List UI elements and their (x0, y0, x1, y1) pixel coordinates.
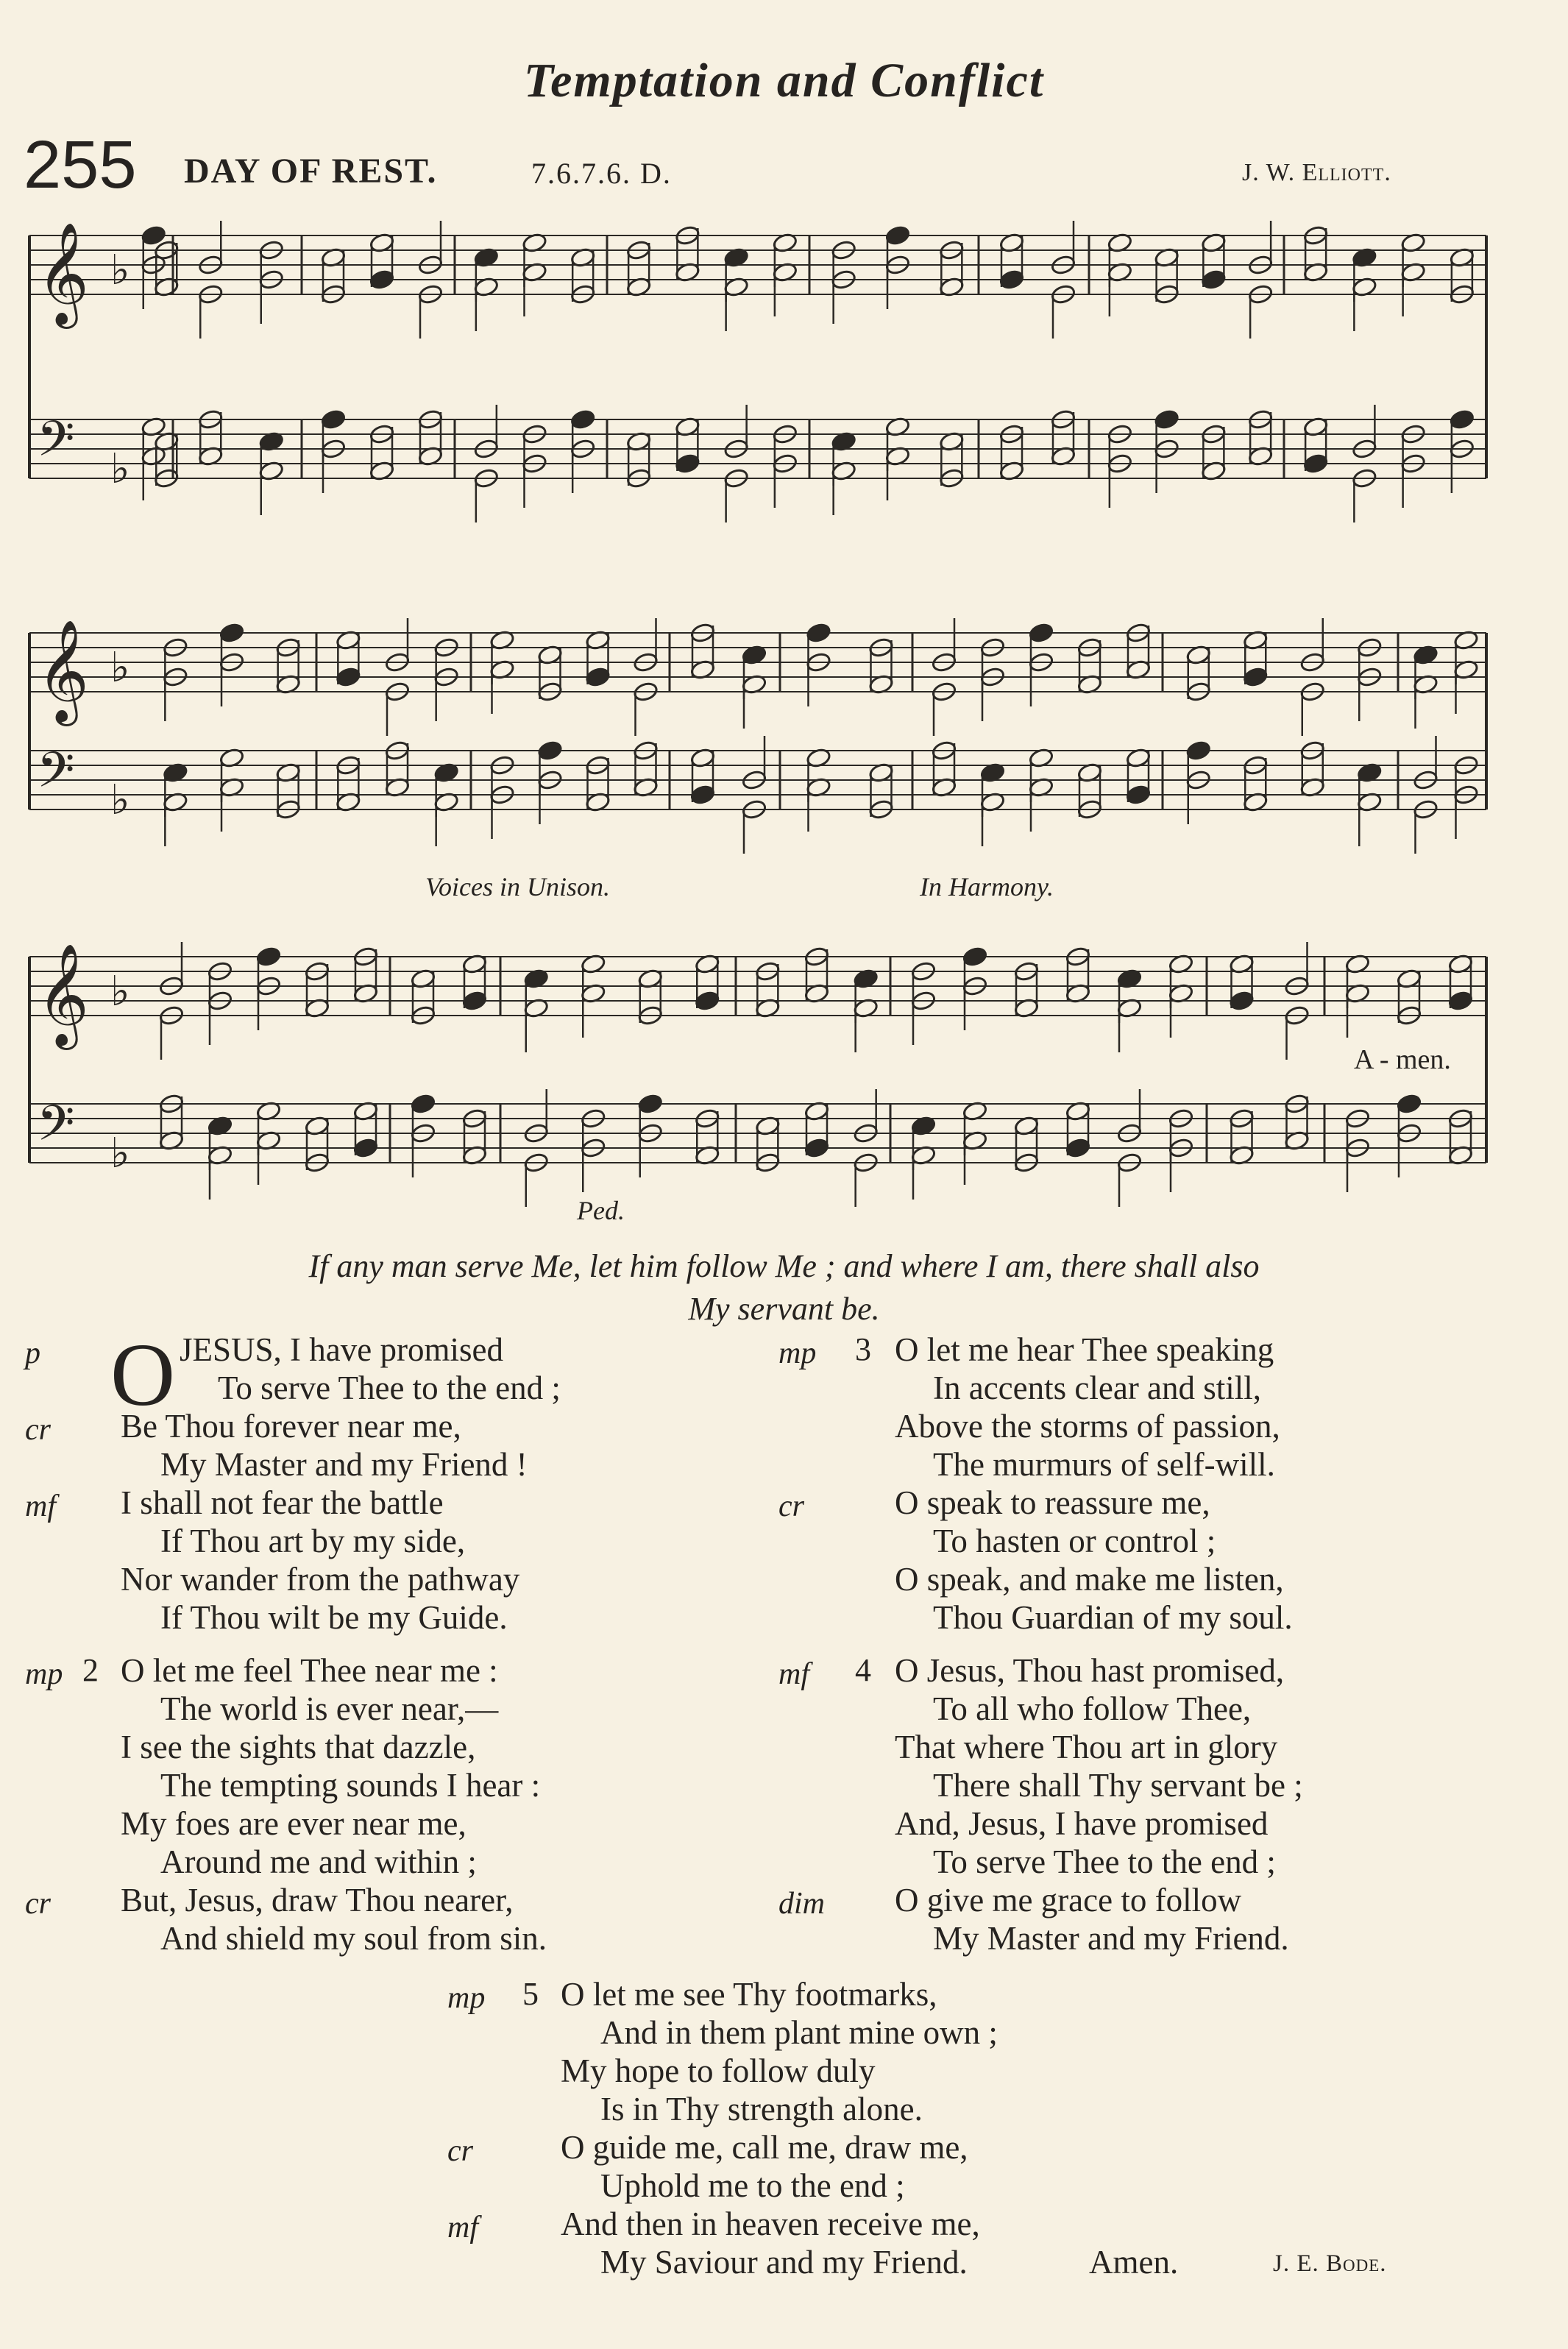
note-head (962, 946, 987, 967)
verse-line: JESUS, I have promised (180, 1331, 503, 1368)
treble-clef-icon: 𝄞 (37, 222, 89, 325)
ped-label: Ped. (577, 1196, 625, 1225)
dynamic-mark: dim (778, 1887, 825, 1921)
note-head (1396, 1093, 1422, 1114)
verse-line: I see the sights that dazzle, (121, 1729, 476, 1765)
verse-line: My hope to follow duly (561, 2052, 876, 2089)
verse-line: My Saviour and my Friend. (600, 2244, 968, 2281)
verse-line: Above the storms of passion, (895, 1408, 1280, 1445)
verse-line: The tempting sounds I hear : (160, 1767, 541, 1804)
note-head (336, 666, 361, 687)
note-head (352, 1137, 378, 1158)
treble-clef-icon: 𝄞 (37, 620, 89, 722)
note-head (998, 269, 1024, 290)
dynamic-mark: p (25, 1336, 40, 1370)
dynamic-mark: cr (25, 1413, 51, 1447)
amen-label: Amen. (1089, 2244, 1179, 2281)
note-head (461, 990, 487, 1011)
voices-in-unison-label: Voices in Unison. (425, 872, 610, 901)
note-head (1229, 990, 1255, 1011)
note-head (1065, 1137, 1090, 1158)
note-head (1243, 666, 1269, 687)
dynamic-mark: cr (447, 2134, 473, 2168)
verse-line: O guide me, call me, draw me, (561, 2129, 968, 2166)
note-head (570, 408, 596, 430)
verse-line: And then in heaven receive me, (561, 2205, 980, 2242)
note-head (255, 946, 281, 967)
meter: 7.6.7.6. D. (531, 157, 672, 190)
verse-line: My Master and my Friend. (933, 1920, 1289, 1957)
verse-line: If Thou art by my side, (160, 1523, 466, 1559)
note-head (803, 1137, 829, 1158)
in-harmony-label: In Harmony. (920, 872, 1054, 901)
flat-icon: ♭ (110, 968, 130, 1016)
bass-clef-icon: 𝄢 (37, 411, 75, 479)
note-head (1449, 408, 1475, 430)
verse-line: There shall Thy servant be ; (933, 1767, 1303, 1804)
verse-line: And in them plant mine own ; (600, 2014, 998, 2051)
note-head (884, 224, 910, 246)
treble-clef-icon: 𝄞 (37, 943, 89, 1046)
note-head (320, 408, 346, 430)
dynamic-mark: cr (778, 1489, 804, 1523)
flat-icon: ♭ (110, 776, 130, 824)
note-head (1154, 408, 1179, 430)
author: J. E. Bode. (1273, 2250, 1387, 2277)
bass-clef-icon: 𝄢 (37, 1095, 75, 1163)
verse-number: 3 (855, 1331, 871, 1367)
verse-line: Thou Guardian of my soul. (933, 1599, 1293, 1636)
note-head (1303, 453, 1329, 474)
verse-1-drop-cap: O (110, 1325, 176, 1425)
scripture-line-1: If any man serve Me, let him follow Me ; and where I am, there shall also (308, 1248, 1260, 1284)
note-head (537, 740, 563, 761)
bass-clef-icon: 𝄢 (37, 742, 75, 810)
verse-line: The murmurs of self-will. (933, 1446, 1275, 1483)
scripture-line-2: My servant be. (688, 1291, 880, 1327)
flat-icon: ♭ (110, 1130, 130, 1177)
dynamic-mark: mp (447, 1981, 486, 2015)
verse-line: To serve Thee to the end ; (933, 1843, 1276, 1880)
verse-line: O speak to reassure me, (895, 1484, 1210, 1521)
verse-line: O give me grace to follow (895, 1882, 1242, 1918)
verse-line: Be Thou forever near me, (121, 1408, 461, 1445)
note-head (1028, 622, 1054, 643)
verse-line: To all who follow Thee, (933, 1690, 1252, 1727)
note-head (585, 666, 611, 687)
verse-line: And, Jesus, I have promised (895, 1805, 1269, 1842)
note-head (369, 269, 394, 290)
dynamic-mark: mp (778, 1336, 817, 1370)
note-head (695, 990, 720, 1011)
dynamic-mark: mf (25, 1489, 56, 1523)
verse-line: Nor wander from the pathway (121, 1561, 520, 1598)
dynamic-mark: mf (447, 2211, 478, 2245)
verse-line: O let me see Thy footmarks, (561, 1976, 937, 2013)
verse-line: In accents clear and still, (933, 1370, 1262, 1406)
note-head (806, 622, 831, 643)
note-head (1447, 990, 1473, 1011)
note-head (637, 1093, 663, 1114)
verse-line: And shield my soul from sin. (160, 1920, 547, 1957)
dynamic-mark: mp (25, 1657, 63, 1691)
note-head (1125, 784, 1151, 805)
flat-icon: ♭ (110, 644, 130, 692)
verse-line: O speak, and make me listen, (895, 1561, 1284, 1598)
verse-number: 5 (522, 1976, 539, 2012)
verse-number: 4 (855, 1652, 871, 1688)
note-head (410, 1093, 436, 1114)
verse-number: 2 (82, 1652, 99, 1688)
verse-line: O let me feel Thee near me : (121, 1652, 498, 1689)
dynamic-mark: mf (778, 1657, 809, 1691)
verse-line: My Master and my Friend ! (160, 1446, 528, 1483)
verse-line: O let me hear Thee speaking (895, 1331, 1274, 1368)
verse-line: O Jesus, Thou hast promised, (895, 1652, 1285, 1689)
verse-line: If Thou wilt be my Guide. (160, 1599, 508, 1636)
section-heading: Temptation and Conflict (523, 54, 1045, 107)
verse-line: I shall not fear the battle (121, 1484, 444, 1521)
note-head (675, 453, 700, 474)
verse-line: Is in Thy strength alone. (600, 2091, 923, 2127)
composer: J. W. Elliott. (1242, 159, 1391, 186)
verse-line: The world is ever near,— (160, 1690, 499, 1727)
flat-icon: ♭ (110, 247, 130, 294)
amen-syllables: A - men. (1354, 1044, 1451, 1075)
dynamic-mark: cr (25, 1887, 51, 1921)
verse-line: To hasten or control ; (933, 1523, 1216, 1559)
verse-line: Uphold me to the end ; (600, 2167, 905, 2204)
note-head (219, 622, 244, 643)
note-head (1185, 740, 1211, 761)
flat-icon: ♭ (110, 445, 130, 493)
note-head (689, 784, 715, 805)
hymn-number: 255 (24, 127, 137, 202)
verse-line: But, Jesus, draw Thou nearer, (121, 1882, 514, 1918)
tune-name: DAY OF REST. (184, 152, 438, 191)
note-head (1201, 269, 1227, 290)
verse-line: My foes are ever near me, (121, 1805, 467, 1842)
verse-line: To serve Thee to the end ; (218, 1370, 561, 1406)
verse-line: Around me and within ; (160, 1843, 477, 1880)
verse-line: That where Thou art in glory (895, 1729, 1278, 1765)
